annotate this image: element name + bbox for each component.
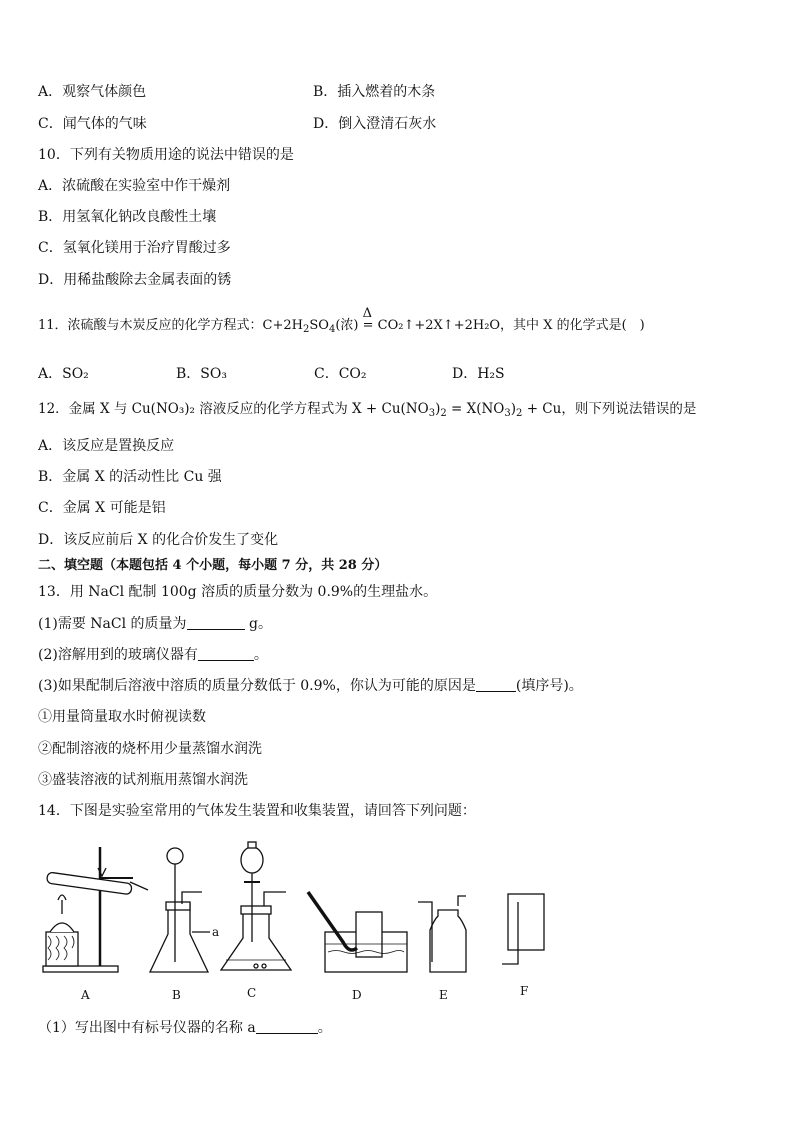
q12-stem-prefix: 12．金属 X 与 Cu(NO₃)₂ 溶液反应的化学方程式为 X + Cu(NO: [38, 401, 429, 417]
q14-part1-text: （1）写出图中有标号仪器的名称 a: [38, 1020, 256, 1036]
q12-option-c: C．金属 X 可能是铝: [38, 500, 166, 516]
q14-part1: [38, 1018, 332, 1038]
q13-reason-2: ②配制溶液的烧杯用少量蒸馏水润洗: [38, 741, 262, 757]
q14-part1-end: 。: [317, 1020, 332, 1036]
q10-option-c: C．氢氧化镁用于治疗胃酸过多: [38, 240, 231, 256]
q10-option-d: D．用稀盐酸除去金属表面的锈: [38, 272, 232, 288]
q13-part1-unit: g。: [244, 616, 272, 632]
apparatus-a: [43, 847, 148, 972]
q10-option-a: A．浓硫酸在实验室中作干燥剂: [38, 178, 231, 194]
q13-part2-text: (2)溶解用到的玻璃仪器有: [38, 647, 198, 663]
apparatus-f: [502, 894, 544, 964]
q13-part3-text: (3)如果配制后溶液中溶质的质量分数低于 0.9%，你认为可能的原因是: [38, 678, 476, 694]
q9-option-d: D．倒入澄清石灰水: [313, 116, 437, 132]
q12-option-b: B．金属 X 的活动性比 Cu 强: [38, 469, 222, 485]
label-c: C: [247, 986, 257, 1000]
label-d: D: [352, 988, 362, 1002]
q12-stem-mid3: ): [510, 401, 517, 417]
q13-part3-end: (填序号)。: [515, 678, 583, 694]
section-heading: 二、填空题（本题包括 4 个小题，每小题 7 分，共 28 分）: [38, 558, 388, 573]
q11-stem: 11．浓硫酸与木炭反应的化学方程式：$C+2H_2SO_4$(浓) Δ = CO₂↑+2X↑+2H₂O，其中 X 的化学式是( ): [38, 306, 645, 335]
apparatus-figure: [38, 832, 558, 1012]
q11-option-a: A．SO₂: [38, 366, 89, 382]
q11-stem-mid2: (浓): [335, 318, 359, 333]
apparatus-e: [418, 896, 466, 972]
q10-option-b: B．用氢氧化钠改良酸性土壤: [38, 209, 217, 225]
equation-sign: =: [362, 318, 374, 333]
q11-stem-prefix: 11．浓硫酸与木炭反应的化学方程式：C+2H: [38, 318, 303, 333]
q11-option-d: D．H₂S: [452, 366, 505, 382]
apparatus-d: [308, 892, 407, 972]
q13-part2-end: 。: [253, 647, 268, 663]
delta-symbol: Δ: [362, 306, 373, 321]
q12-stem-suffix: + Cu，则下列说法错误的是: [522, 401, 697, 417]
answer-blank[interactable]: [476, 677, 516, 692]
answer-blank[interactable]: [198, 646, 254, 661]
q14-stem: 14．下图是实验室常用的气体发生装置和收集装置，请回答下列问题：: [38, 803, 476, 819]
q11-option-c: C．CO₂: [314, 366, 367, 382]
q12-option-a: A．该反应是置换反应: [38, 438, 175, 454]
q13-reason-3: ③盛装溶液的试剂瓶用蒸馏水润洗: [38, 772, 248, 788]
label-b: B: [172, 988, 181, 1002]
apparatus-b: [150, 848, 210, 972]
marker-a: a: [212, 925, 220, 939]
q11-stem-suffix: CO₂↑+2X↑+2H₂O，其中 X 的化学式是( ): [377, 318, 645, 333]
q11-option-b: B．SO₃: [176, 366, 227, 382]
answer-blank[interactable]: [187, 615, 245, 630]
label-f: F: [520, 984, 529, 998]
q9-option-a: A．观察气体颜色: [38, 84, 147, 100]
q13-reason-1: ①用量筒量取水时俯视读数: [38, 709, 206, 725]
q13-part1: [38, 614, 272, 634]
q11-stem-mid: SO: [309, 318, 329, 333]
q9-option-c: C．闻气体的气味: [38, 116, 147, 132]
q12-stem: 12．金属 X 与 Cu(NO₃)₂ 溶液反应的化学方程式为 $X + Cu(NO_3)_2 = X(NO_3)_2 + Cu$，则下列说法错误的是: [38, 401, 697, 419]
q12-stem-mid2: = X(NO: [446, 401, 505, 417]
q13-part2: [38, 645, 268, 665]
apparatus-c: [221, 842, 291, 970]
heating-condition: [362, 306, 374, 336]
label-a: A: [81, 988, 90, 1002]
q12-stem-mid: ): [435, 401, 441, 417]
q11-options: [38, 364, 590, 384]
q13-stem: 13．用 NaCl 配制 100g 溶质的质量分数为 0.9%的生理盐水。: [38, 584, 438, 600]
q10-stem: 10．下列有关物质用途的说法中错误的是: [38, 147, 294, 163]
label-e: E: [439, 988, 448, 1002]
answer-blank[interactable]: [256, 1019, 318, 1034]
q13-part3: [38, 676, 583, 696]
q12-option-d: D．该反应前后 X 的化合价发生了变化: [38, 532, 279, 548]
q9-option-b: B．插入燃着的木条: [313, 84, 436, 100]
apparatus-drawing: [38, 832, 558, 1012]
q13-part1-text: (1)需要 NaCl 的质量为: [38, 616, 187, 632]
